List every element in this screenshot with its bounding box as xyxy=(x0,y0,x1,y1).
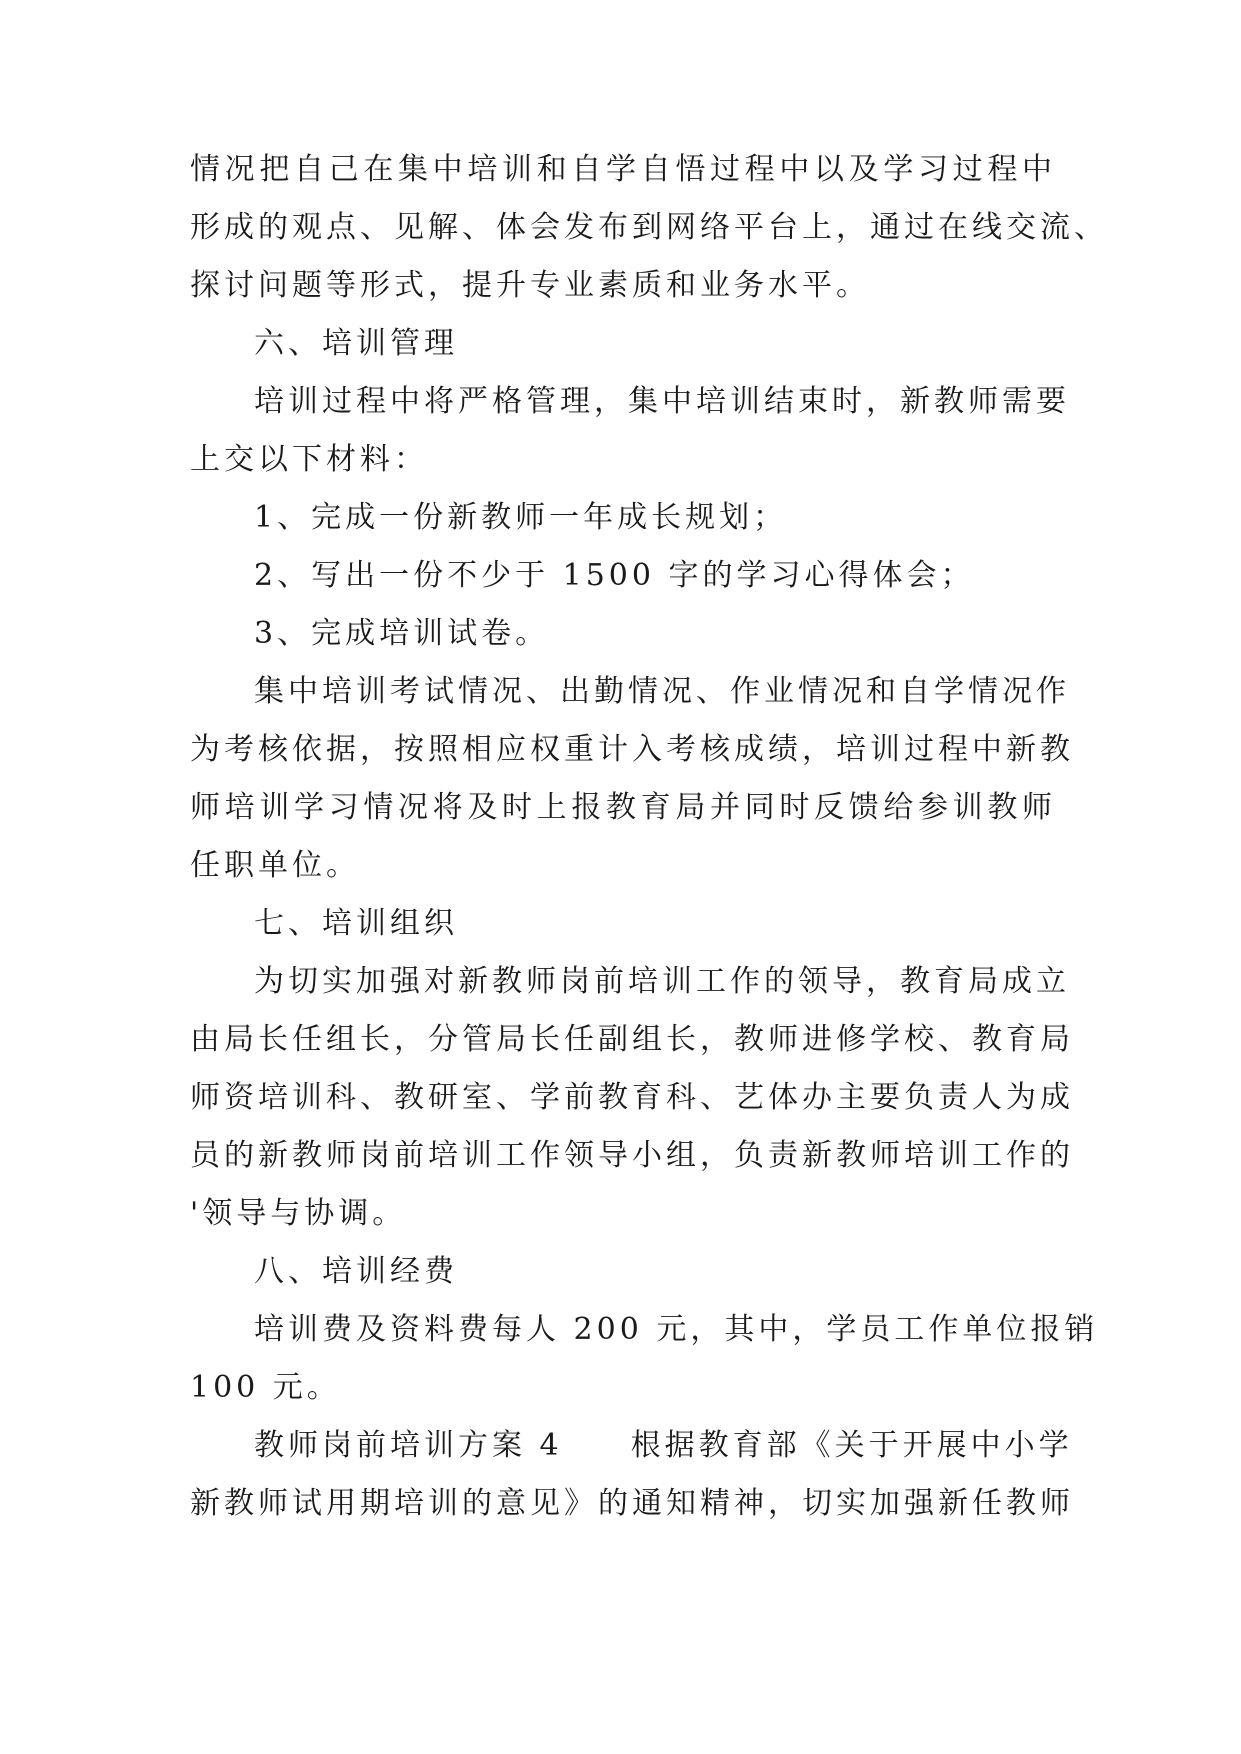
section-heading-eight: 八、培训经费 xyxy=(254,1254,458,1289)
paragraph-line: 集中培训考试情况、出勤情况、作业情况和自学情况作 xyxy=(254,674,1070,709)
paragraph-line: 任职单位。 xyxy=(190,848,360,883)
section-heading-seven: 七、培训组织 xyxy=(254,906,458,941)
paragraph-line: 100 元。 xyxy=(190,1370,341,1405)
section-heading-six: 六、培训管理 xyxy=(254,326,458,361)
paragraph-line: 培训过程中将严格管理，集中培训结束时，新教师需要 xyxy=(254,384,1070,419)
paragraph-line: 培训费及资料费每人 200 元，其中，学员工作单位报销 xyxy=(254,1312,1099,1347)
list-item: 1、完成一份新教师一年成长规划； xyxy=(254,500,788,535)
paragraph-line: 探讨问题等形式，提升专业素质和业务水平。 xyxy=(190,268,870,303)
paragraph-line: 师培训学习情况将及时上报教育局并同时反馈给参训教师 xyxy=(190,790,1056,825)
paragraph-line: 新教师试用期培训的意见》的通知精神，切实加强新任教师 xyxy=(190,1486,1074,1521)
paragraph-line: '领导与协调。 xyxy=(190,1196,407,1231)
paragraph-line: 情况把自己在集中培训和自学自悟过程中以及学习过程中 xyxy=(190,152,1056,187)
paragraph-line: 形成的观点、见解、体会发布到网络平台上，通过在线交流、 xyxy=(190,210,1108,245)
paragraph-line: 由局长任组长，分管局长任副组长，教师进修学校、教育局 xyxy=(190,1022,1074,1057)
paragraph-line: 员的新教师岗前培训工作领导小组，负责新教师培训工作的 xyxy=(190,1138,1074,1173)
list-item: 3、完成培训试卷。 xyxy=(254,616,550,651)
paragraph-line: 为考核依据，按照相应权重计入考核成绩，培训过程中新教 xyxy=(190,732,1074,767)
paragraph-line: 教师岗前培训方案 4 根据教育部《关于开展中小学 xyxy=(254,1428,1073,1463)
paragraph-line: 师资培训科、教研室、学前教育科、艺体办主要负责人为成 xyxy=(190,1080,1074,1115)
paragraph-line: 为切实加强对新教师岗前培训工作的领导，教育局成立 xyxy=(254,964,1070,999)
list-item: 2、写出一份不少于 1500 字的学习心得体会； xyxy=(254,558,975,593)
paragraph-line: 上交以下材料： xyxy=(190,442,428,477)
